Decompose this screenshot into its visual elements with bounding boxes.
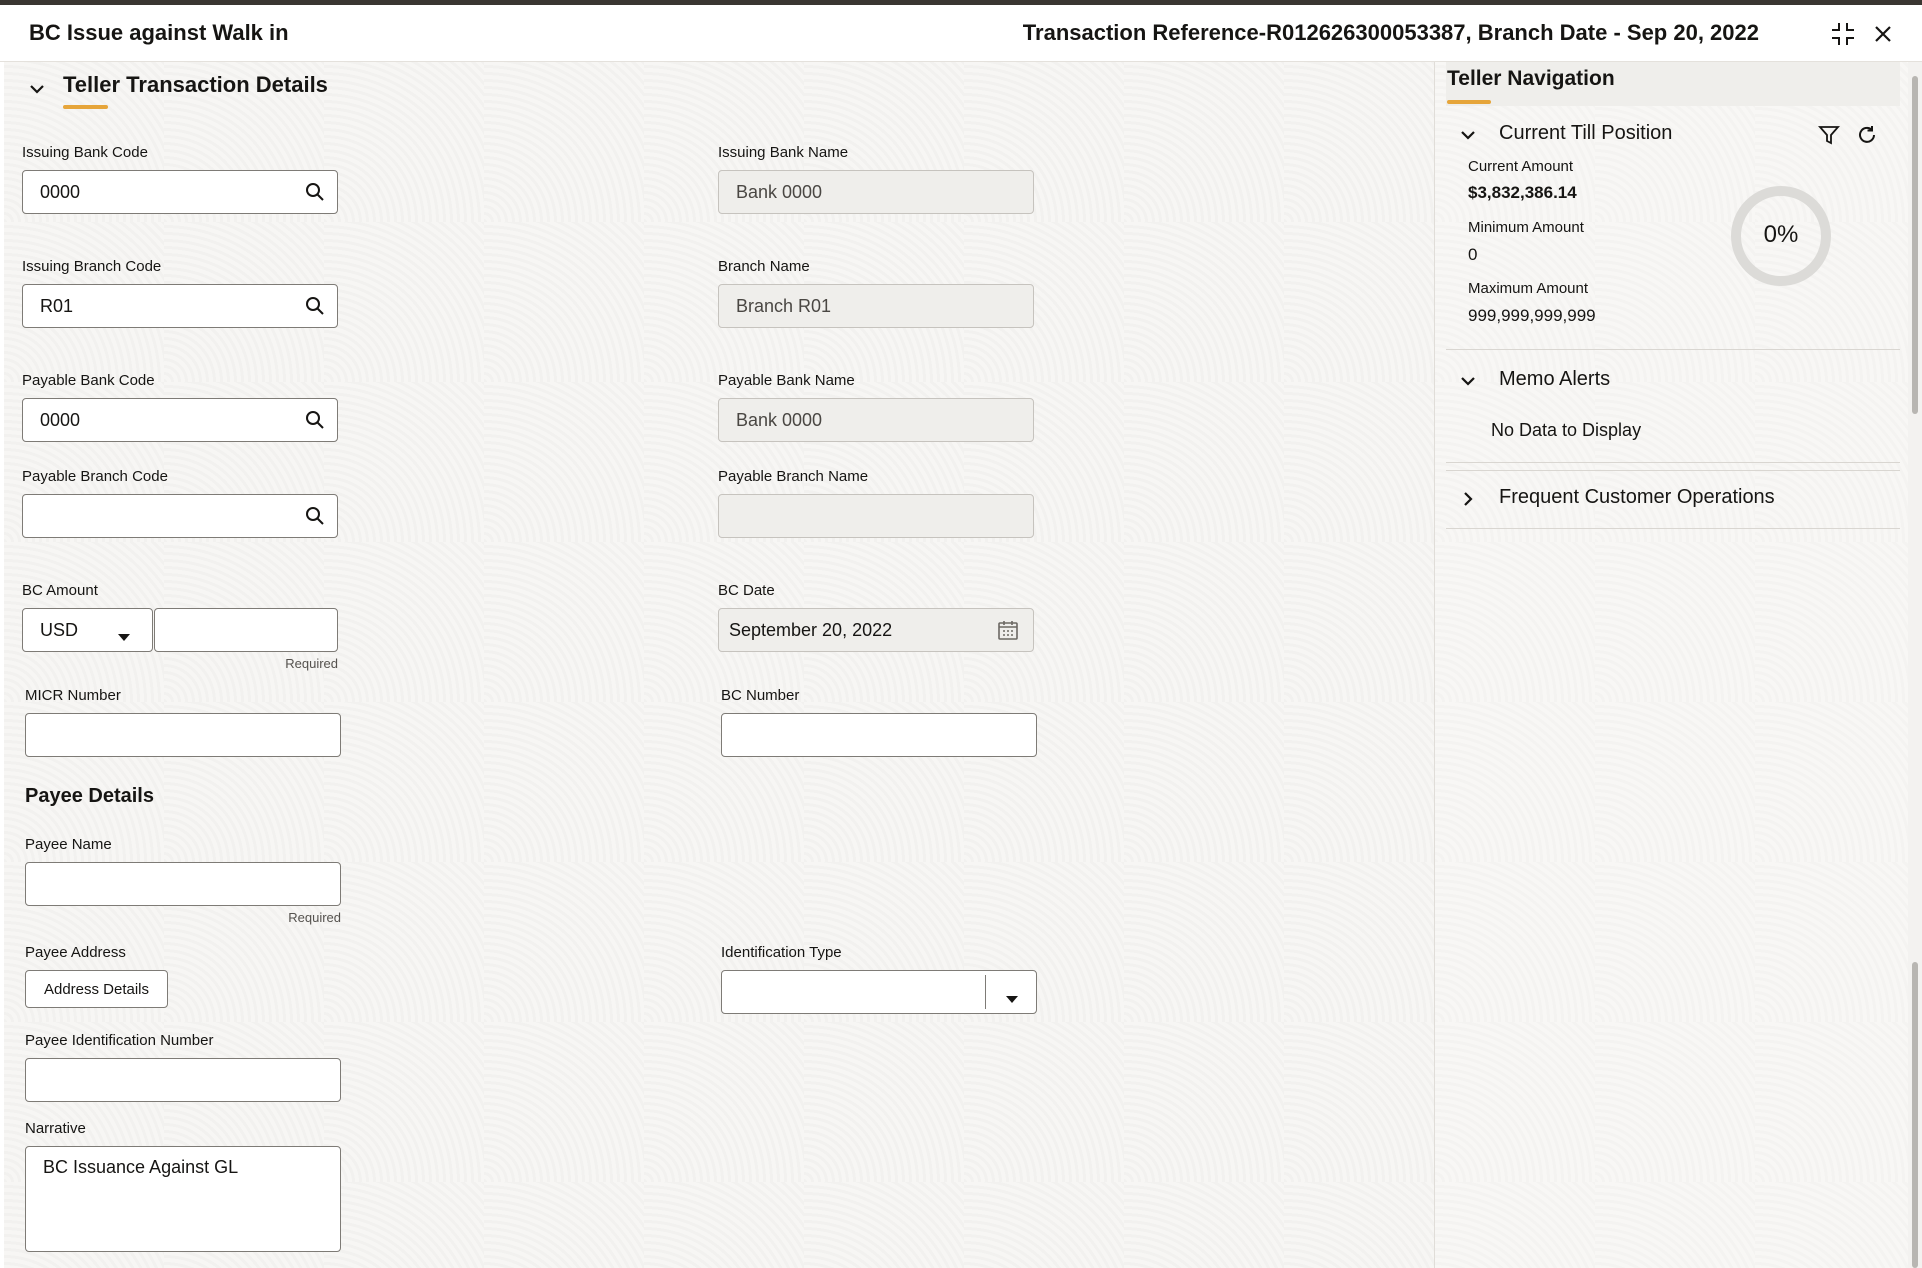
minimum-amount-value: 0 (1468, 245, 1478, 264)
identification-type-label: Identification Type (721, 944, 842, 961)
window-header (0, 5, 1922, 62)
teller-navigation-panel (1434, 62, 1908, 1268)
bc-date-value: September 20, 2022 (729, 619, 893, 640)
collapse-till-icon[interactable] (1459, 126, 1477, 149)
bc-amount-input[interactable] (154, 608, 338, 652)
branch-name-value: Branch R01 (736, 295, 832, 316)
bc-number-input[interactable] (721, 713, 1037, 757)
narrative-textarea[interactable] (25, 1146, 341, 1252)
current-amount-value: $3,832,386.14 (1468, 183, 1577, 202)
payable-bank-code-label: Payable Bank Code (22, 372, 155, 389)
caret-down-icon (118, 626, 130, 647)
payee-address-label: Payee Address (25, 944, 126, 961)
divider (1446, 470, 1900, 471)
bc-amount-required: Required (285, 656, 338, 671)
search-icon[interactable] (305, 410, 325, 435)
payable-branch-name-label: Payable Branch Name (718, 468, 869, 485)
payable-bank-code-value: 0000 (40, 409, 81, 430)
transaction-info: Transaction Reference-R012626300053387, Branch Date - Sep 20, 2022 (1022, 20, 1759, 45)
payable-branch-code-input[interactable] (22, 494, 338, 538)
payable-bank-code-input[interactable] (22, 398, 338, 442)
expand-frequent-icon[interactable] (1459, 490, 1477, 513)
currency-select[interactable] (22, 608, 153, 652)
minimum-amount-label: Minimum Amount (1468, 219, 1584, 236)
scrollbar-thumb-lower[interactable] (1912, 962, 1918, 1268)
payee-name-label: Payee Name (25, 836, 112, 853)
bc-date-input[interactable] (718, 608, 1034, 652)
issuing-branch-code-value: R01 (40, 295, 74, 316)
till-percent: 0% (1763, 221, 1799, 248)
current-amount-label: Current Amount (1468, 158, 1574, 175)
micr-number-label: MICR Number (25, 687, 121, 704)
select-divider (985, 975, 986, 1009)
payee-name-input[interactable] (25, 862, 341, 906)
payee-id-number-input[interactable] (25, 1058, 341, 1102)
collapse-section-icon[interactable] (28, 80, 46, 103)
payable-bank-name-field (718, 398, 1034, 442)
calendar-icon[interactable] (997, 619, 1019, 646)
issuing-bank-name-field (718, 170, 1034, 214)
search-icon[interactable] (305, 506, 325, 531)
memo-empty-text: No Data to Display (1491, 420, 1642, 440)
filter-icon[interactable] (1818, 124, 1840, 151)
divider (1446, 528, 1900, 529)
divider (1446, 462, 1900, 463)
search-icon[interactable] (305, 182, 325, 207)
narrative-label: Narrative (25, 1120, 86, 1137)
section-title: Teller Transaction Details (63, 72, 328, 97)
issuing-bank-code-input[interactable] (22, 170, 338, 214)
payee-name-required: Required (288, 910, 341, 925)
divider (1446, 349, 1900, 350)
issuing-branch-code-input[interactable] (22, 284, 338, 328)
branch-name-field (718, 284, 1034, 328)
payee-id-number-label: Payee Identification Number (25, 1032, 214, 1049)
transaction-form (4, 62, 1434, 1268)
minimize-icon[interactable] (1826, 17, 1860, 51)
collapse-memo-icon[interactable] (1459, 372, 1477, 395)
memo-alerts-title: Memo Alerts (1499, 368, 1611, 390)
payable-branch-code-label: Payable Branch Code (22, 468, 168, 485)
payable-bank-name-label: Payable Bank Name (718, 372, 855, 389)
scrollbar-thumb[interactable] (1912, 76, 1918, 414)
till-position-title: Current Till Position (1499, 122, 1673, 144)
payable-bank-name-value: Bank 0000 (736, 409, 823, 430)
section-underline (63, 105, 108, 109)
search-icon[interactable] (305, 296, 325, 321)
teller-navigation-underline (1447, 100, 1491, 104)
issuing-branch-code-label: Issuing Branch Code (22, 258, 162, 275)
frequent-operations-title[interactable]: Frequent Customer Operations (1499, 486, 1775, 508)
bc-number-label: BC Number (721, 687, 800, 704)
payable-branch-name-field (718, 494, 1034, 538)
close-icon[interactable] (1866, 17, 1900, 51)
bc-amount-label: BC Amount (22, 582, 98, 599)
identification-type-select[interactable] (721, 970, 1037, 1014)
bc-date-label: BC Date (718, 582, 775, 599)
teller-navigation-title: Teller Navigation (1447, 67, 1615, 90)
micr-number-input[interactable] (25, 713, 341, 757)
till-gauge (1729, 184, 1833, 288)
scrollbar[interactable] (1908, 62, 1922, 1268)
payee-details-title: Payee Details (25, 785, 154, 807)
branch-name-label: Branch Name (718, 258, 810, 275)
issuing-bank-code-label: Issuing Bank Code (22, 144, 148, 161)
issuing-bank-name-label: Issuing Bank Name (718, 144, 849, 161)
caret-down-icon[interactable] (1006, 988, 1018, 1009)
issuing-bank-code-value: 0000 (40, 181, 81, 202)
address-details-button[interactable]: Address Details (25, 970, 168, 1008)
currency-value: USD (40, 619, 79, 640)
window-title: BC Issue against Walk in (29, 20, 289, 45)
narrative-value: BC Issuance Against GL (43, 1157, 239, 1177)
refresh-icon[interactable] (1856, 124, 1878, 151)
maximum-amount-value: 999,999,999,999 (1468, 306, 1596, 325)
issuing-bank-name-value: Bank 0000 (736, 181, 823, 202)
maximum-amount-label: Maximum Amount (1468, 280, 1589, 297)
